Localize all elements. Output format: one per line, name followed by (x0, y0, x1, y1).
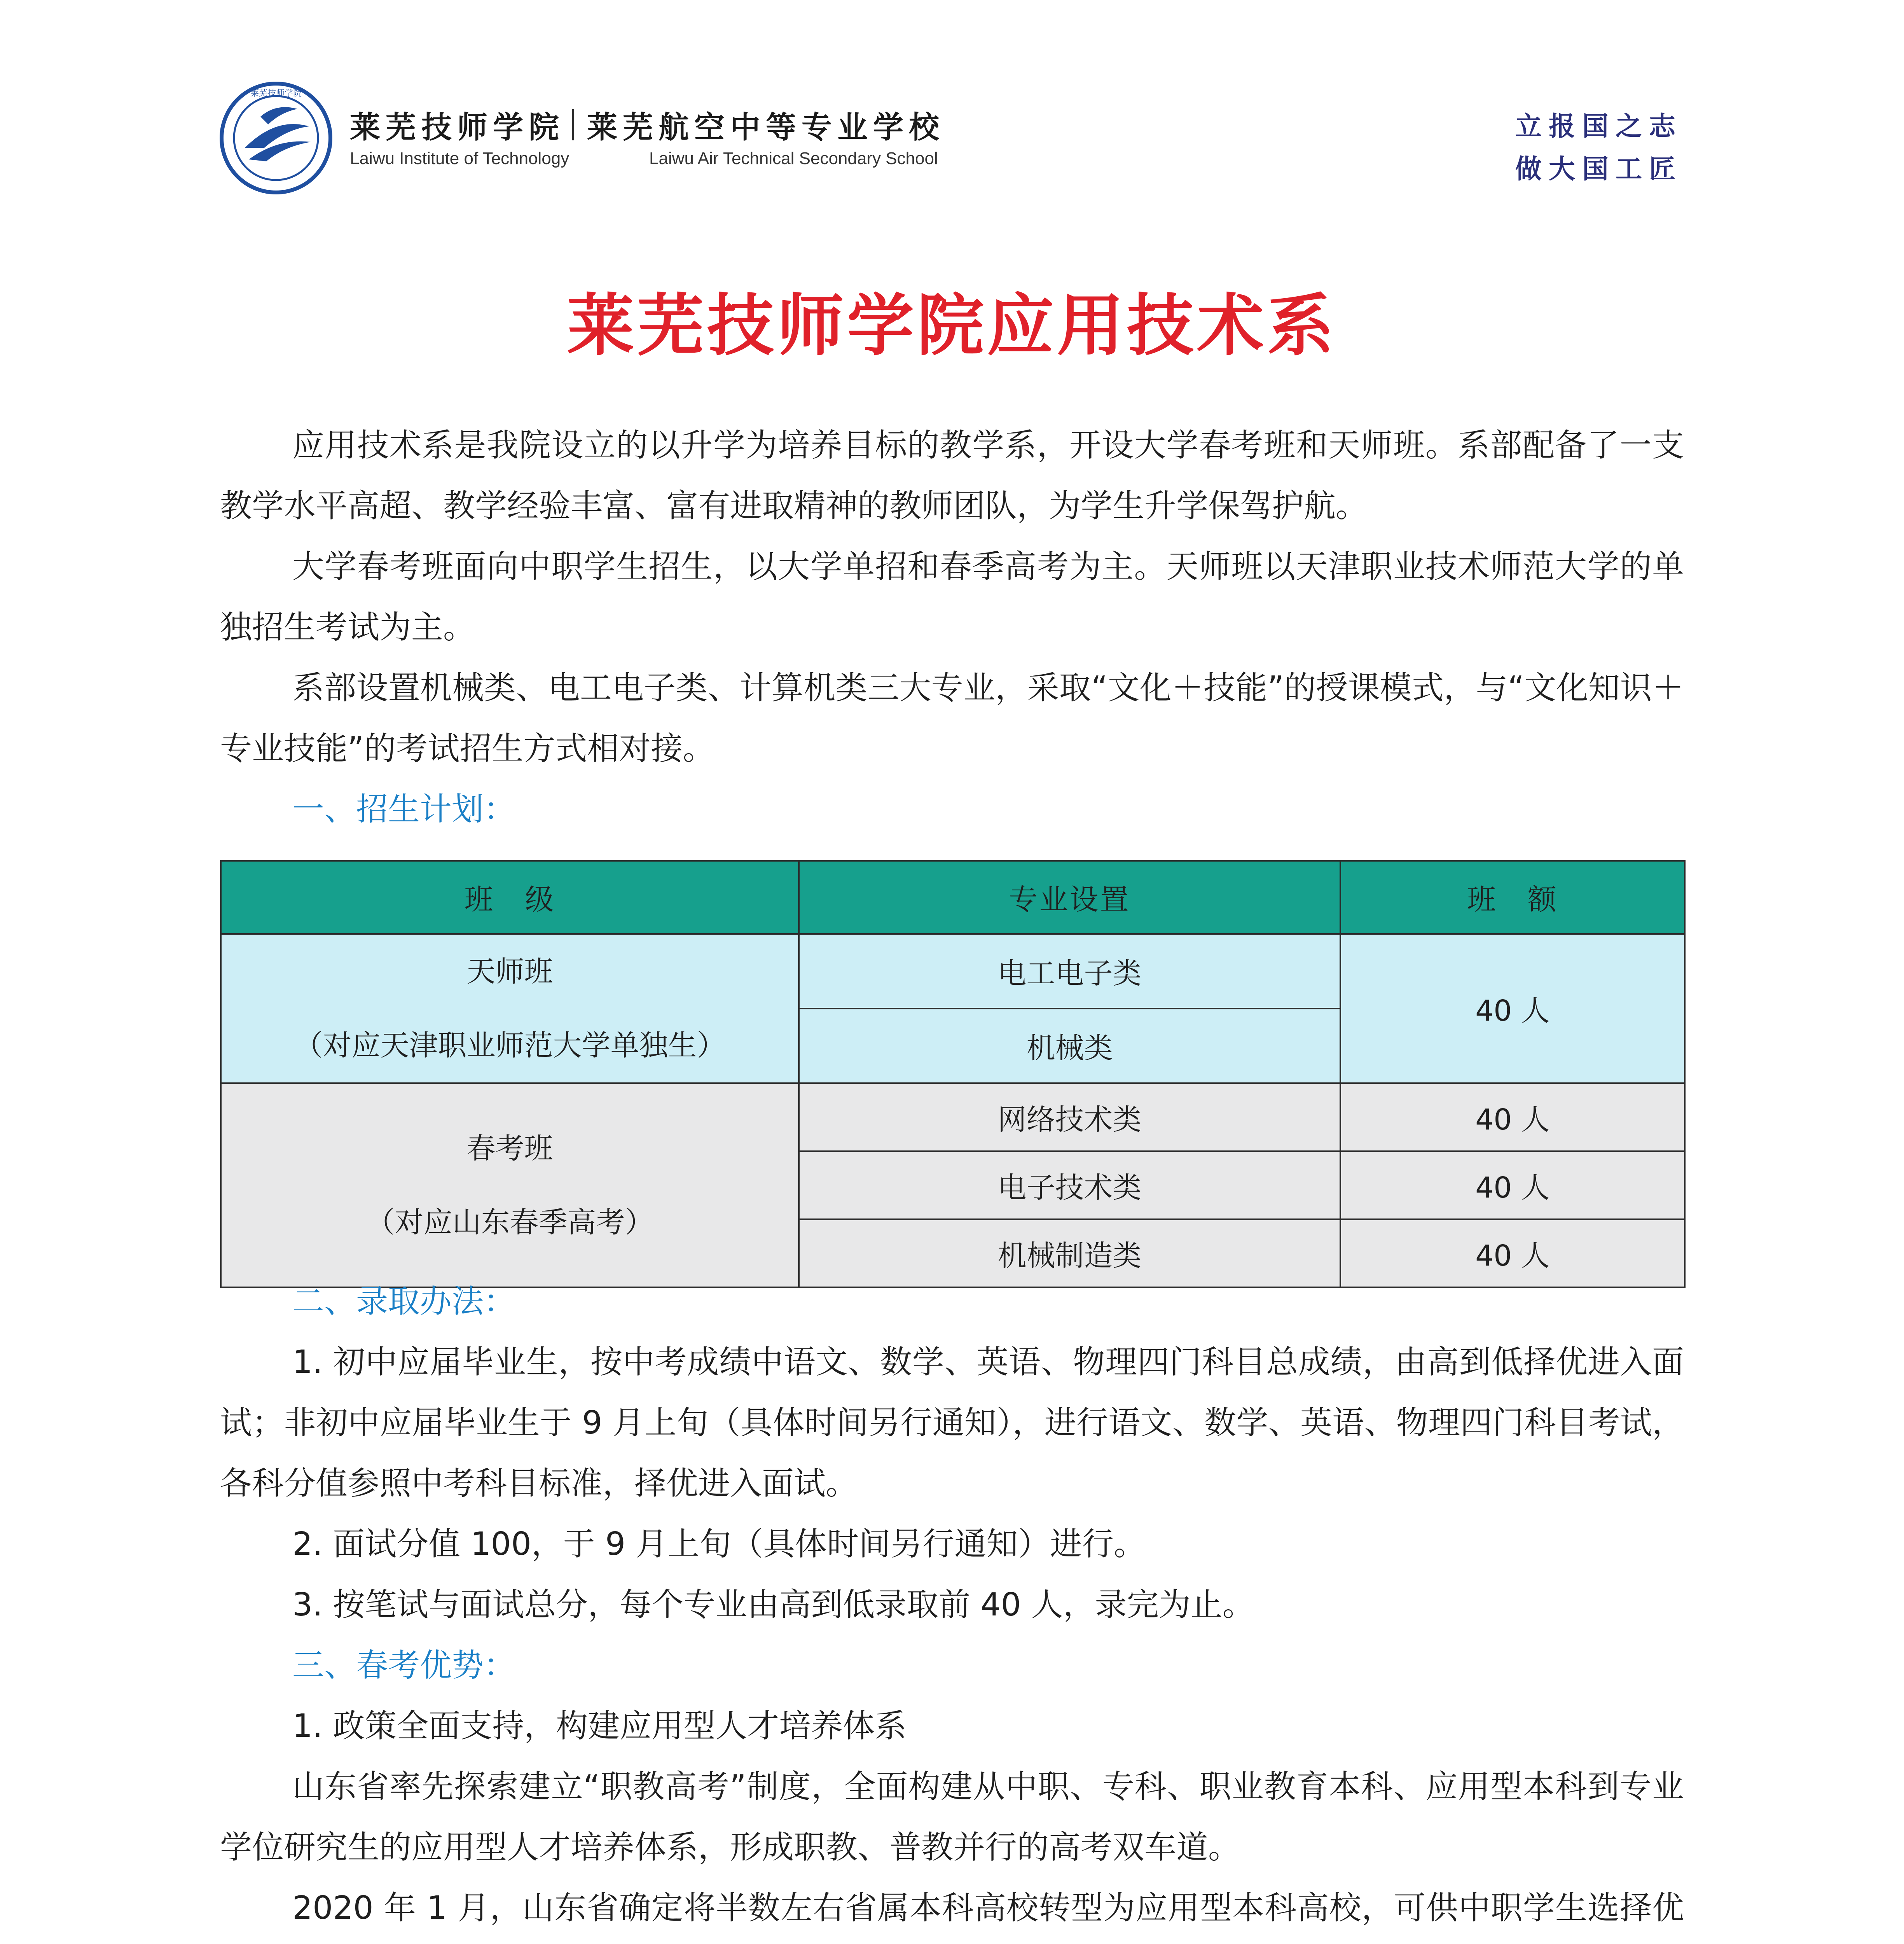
table-header-row (221, 861, 1685, 934)
school-name-divider (572, 109, 574, 140)
motto-line-1: 立报国之志 (1515, 111, 1682, 142)
class-note: （对应山东春季高考） (366, 1205, 654, 1239)
school-emblem-icon (218, 80, 334, 196)
admission-paragraph: 1. 初中应届毕业生，按中考成绩中语文、数学、英语、物理四门科目总成绩，由高到低择优进入面试；非初中应届毕业生于 9 月上旬（具体时间另行通知），进行语文、数学、英语、物理四门科目考试，各科分值参照中考科目标准，择优进入面试。 (220, 1344, 1684, 1502)
intro-paragraph: 应用技术系是我院设立的以升学为培养目标的教学系，开设大学春考班和天师班。系部配备了一支教学水平高超、教学经验丰富、富有进取精神的教师团队，为学生升学保驾护航。 (220, 427, 1684, 524)
class-name: 春考班 (466, 1131, 553, 1165)
admission-and-advantages-section (220, 1271, 1684, 1944)
table-header-major: 专业设置 (799, 861, 1340, 934)
school-name-en-2: Laiwu Air Technical Secondary School (649, 149, 938, 168)
school-logo (218, 80, 334, 196)
section-heading-admission: 二、录取办法： (292, 1283, 516, 1320)
major-cell: 电子技术类 (799, 1151, 1340, 1219)
school-name-cn-1: 莱芜技师学院 (350, 110, 565, 145)
school-name-en-1: Laiwu Institute of Technology (350, 149, 569, 168)
advantage-paragraph: 2020 年 1 月，山东省确定将半数左右省属本科高校转型为应用型本科高校，可供中职学生选择优 (292, 1890, 1684, 1927)
school-name-en (350, 149, 945, 168)
logo-ring-text: 莱芜技师学院 (250, 89, 302, 98)
quota-cell: 40 人 (1340, 1219, 1685, 1287)
advantage-paragraph: 山东省率先探索建立“职教高考”制度，全面构建从中职、专科、职业教育本科、应用型本科到专业学位研究生的应用型人才培养体系，形成职教、普教并行的高考双车道。 (220, 1768, 1684, 1866)
table-header-class: 班 级 (221, 861, 799, 934)
table-row (221, 934, 1685, 1009)
intro-paragraph: 系部设置机械类、电工电子类、计算机类三大专业，采取“文化＋技能”的授课模式，与“文化知识＋专业技能”的考试招生方式相对接。 (220, 670, 1684, 767)
quota-cell: 40 人 (1340, 1151, 1685, 1219)
class-cell-chunkao (221, 1083, 799, 1287)
intro-paragraph: 大学春考班面向中职学生招生，以大学单招和春季高考为主。天师班以天津职业技术师范大学的单独招生考试为主。 (220, 548, 1684, 646)
intro-section (220, 415, 1684, 840)
advantage-subheading: 1. 政策全面支持，构建应用型人才培养体系 (292, 1708, 907, 1745)
page-title: 莱芜技师学院应用技术系 (567, 286, 1337, 365)
class-name: 天师班 (466, 955, 553, 988)
admission-paragraph: 2. 面试分值 100，于 9 月上旬（具体时间另行通知）进行。 (292, 1526, 1146, 1563)
class-note: （对应天津职业师范大学单独生） (294, 1029, 726, 1062)
quota-cell: 40 人 (1340, 1083, 1685, 1151)
motto-line-2: 做大国工匠 (1515, 154, 1682, 185)
school-name-block (350, 103, 945, 168)
section-heading-enrollment-plan: 一、招生计划： (292, 791, 516, 828)
section-heading-advantages: 三、春考优势： (292, 1647, 516, 1684)
admission-paragraph: 3. 按笔试与面试总分，每个专业由高到低录取前 40 人，录完为止。 (292, 1586, 1254, 1623)
major-cell: 机械类 (799, 1009, 1340, 1083)
major-cell: 电工电子类 (799, 934, 1340, 1009)
quota-cell: 40 人 (1340, 934, 1685, 1083)
school-name-cn-2: 莱芜航空中等专业学校 (587, 110, 945, 145)
table-row (221, 1083, 1685, 1151)
school-motto (1515, 105, 1682, 191)
enrollment-plan-table (220, 860, 1686, 1288)
class-cell-tianshi (221, 934, 799, 1083)
table-header-quota: 班 额 (1340, 861, 1685, 934)
major-cell: 网络技术类 (799, 1083, 1340, 1151)
school-name-cn (350, 103, 945, 147)
major-cell: 机械制造类 (799, 1219, 1340, 1287)
